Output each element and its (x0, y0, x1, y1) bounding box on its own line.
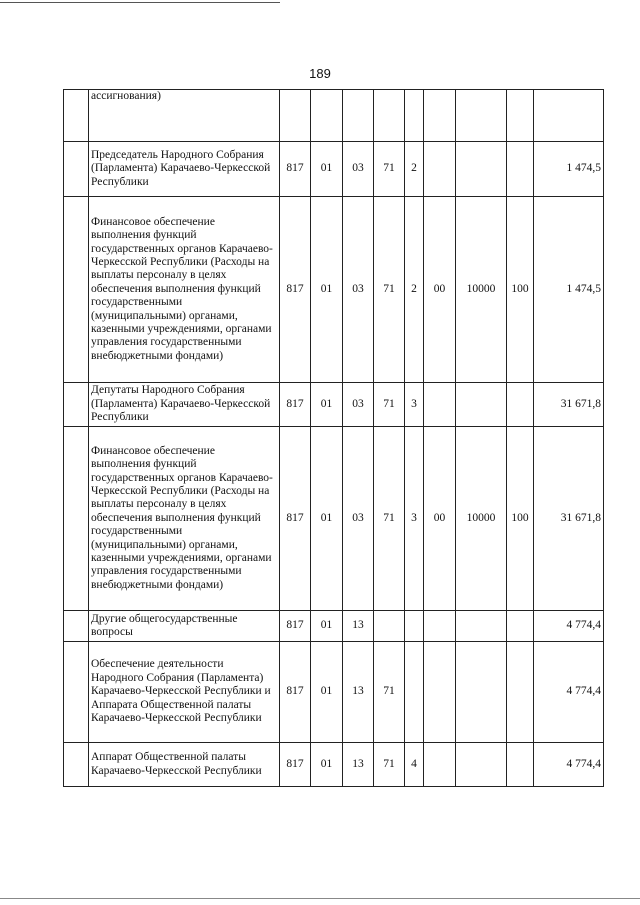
amount: 31 671,8 (534, 383, 604, 427)
amount: 1 474,5 (534, 142, 604, 197)
row-name: Председатель Народного Собрания (Парламента) Карачаево-Черкесской Республики (89, 142, 280, 197)
event-code (424, 642, 456, 743)
gr-code (280, 90, 311, 142)
amount: 4 774,4 (534, 743, 604, 787)
rz-code: 01 (311, 743, 343, 787)
subprogram-code: 3 (405, 383, 424, 427)
vr-code (507, 642, 534, 743)
rz-code: 01 (311, 611, 343, 642)
vr-code (507, 383, 534, 427)
indent-cell (64, 427, 89, 611)
subprogram-code: 2 (405, 142, 424, 197)
program-code: 71 (374, 383, 405, 427)
direction-code (456, 383, 507, 427)
table-row (64, 383, 604, 427)
table-row (64, 142, 604, 197)
vr-code (507, 611, 534, 642)
event-code (424, 142, 456, 197)
program-code: 71 (374, 642, 405, 743)
program-code (374, 611, 405, 642)
budget-table (63, 89, 604, 787)
direction-code (456, 642, 507, 743)
program-code (374, 90, 405, 142)
row-name: Аппарат Общественной палаты Карачаево-Черкесской Республики (89, 743, 280, 787)
table-row (64, 427, 604, 611)
rz-code: 01 (311, 383, 343, 427)
rz-code: 01 (311, 642, 343, 743)
vr-code: 100 (507, 197, 534, 383)
program-code: 71 (374, 743, 405, 787)
row-name: Депутаты Народного Собрания (Парламента) Карачаево-Черкесской Республики (89, 383, 280, 427)
gr-code: 817 (280, 642, 311, 743)
program-code: 71 (374, 142, 405, 197)
amount: 4 774,4 (534, 611, 604, 642)
program-code: 71 (374, 427, 405, 611)
row-name: ассигнования) (89, 90, 280, 142)
pr-code: 13 (343, 611, 374, 642)
gr-code: 817 (280, 383, 311, 427)
indent-cell (64, 383, 89, 427)
gr-code: 817 (280, 427, 311, 611)
subprogram-code (405, 611, 424, 642)
subprogram-code (405, 90, 424, 142)
amount: 31 671,8 (534, 427, 604, 611)
rz-code: 01 (311, 427, 343, 611)
event-code (424, 743, 456, 787)
table-row (64, 642, 604, 743)
direction-code (456, 90, 507, 142)
row-name: Финансовое обеспечение выполнения функций государственных органов Карачаево-Черкесской Республики (Расходы на выплаты персоналу в целях обеспечения выполнения функций государственными (муниципальными) органами, казенными учреждениями, органами управления государственными внебюджетными фондами) (89, 427, 280, 611)
event-code: 00 (424, 197, 456, 383)
gr-code: 817 (280, 142, 311, 197)
rz-code (311, 90, 343, 142)
row-name: Финансовое обеспечение выполнения функций государственных органов Карачаево-Черкесской Республики (Расходы на выплаты персоналу в целях обеспечения выполнения функций государственными (муниципальными) органами, казенными учреждениями, органами управления государственными внебюджетными фондами) (89, 197, 280, 383)
event-code (424, 90, 456, 142)
gr-code: 817 (280, 743, 311, 787)
table-row (64, 90, 604, 142)
event-code: 00 (424, 427, 456, 611)
pr-code: 13 (343, 743, 374, 787)
vr-code (507, 90, 534, 142)
indent-cell (64, 90, 89, 142)
table-row (64, 197, 604, 383)
gr-code: 817 (280, 197, 311, 383)
gr-code: 817 (280, 611, 311, 642)
indent-cell (64, 142, 89, 197)
rz-code: 01 (311, 142, 343, 197)
subprogram-code (405, 642, 424, 743)
amount: 1 474,5 (534, 197, 604, 383)
event-code (424, 383, 456, 427)
direction-code (456, 142, 507, 197)
pr-code: 03 (343, 427, 374, 611)
indent-cell (64, 197, 89, 383)
pr-code: 13 (343, 642, 374, 743)
row-name: Другие общегосударственные вопросы (89, 611, 280, 642)
vr-code: 100 (507, 427, 534, 611)
vr-code (507, 142, 534, 197)
event-code (424, 611, 456, 642)
table-row (64, 611, 604, 642)
row-name: Обеспечение деятельности Народного Собрания (Парламента) Карачаево-Черкесской Республики и Аппарата Общественной палаты Карачаево-Черкесской Республики (89, 642, 280, 743)
direction-code (456, 611, 507, 642)
rz-code: 01 (311, 197, 343, 383)
table-row (64, 743, 604, 787)
subprogram-code: 3 (405, 427, 424, 611)
indent-cell (64, 743, 89, 787)
scan-edge-top (0, 2, 280, 3)
subprogram-code: 2 (405, 197, 424, 383)
pr-code: 03 (343, 383, 374, 427)
pr-code: 03 (343, 142, 374, 197)
pr-code (343, 90, 374, 142)
program-code: 71 (374, 197, 405, 383)
amount: 4 774,4 (534, 642, 604, 743)
pr-code: 03 (343, 197, 374, 383)
vr-code (507, 743, 534, 787)
scan-edge-bottom (0, 898, 640, 899)
subprogram-code: 4 (405, 743, 424, 787)
indent-cell (64, 642, 89, 743)
direction-code (456, 743, 507, 787)
direction-code: 10000 (456, 197, 507, 383)
page-number: 189 (309, 66, 331, 81)
amount (534, 90, 604, 142)
direction-code: 10000 (456, 427, 507, 611)
indent-cell (64, 611, 89, 642)
